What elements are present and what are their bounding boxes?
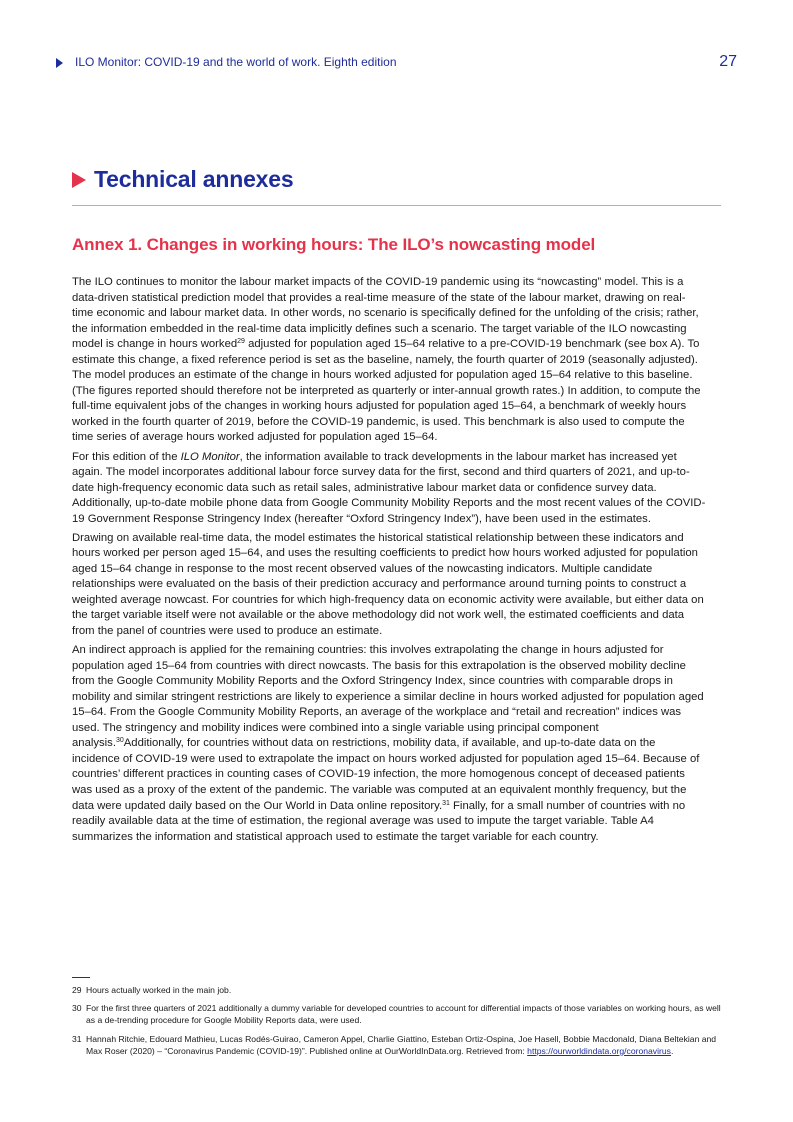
paragraph-text: Finally, for a small number of countries with no readily available data at the time of estimation, the regional average was used to impute the target variable. Table A4 summarizes the information and statistical approach used to estimate the target variable for each country. xyxy=(72,799,686,843)
publication-title: ILO Monitor xyxy=(180,450,240,463)
header-title: ILO Monitor: COVID-19 and the world of work. Eighth edition xyxy=(75,55,397,69)
section-title: Technical annexes xyxy=(94,166,294,192)
footnote-ref: 29 xyxy=(237,338,245,346)
footnote-number: 30 xyxy=(72,1003,82,1014)
paragraph-1 xyxy=(72,275,706,446)
footnote-text: Hours actually worked in the main job. xyxy=(86,985,232,995)
paragraph-text: Additionally, for countries without data on restrictions, mobility data, if available, and up-to-date data on the incidence of COVID-19 were used to extrapolate the impact on hours worked adjusted for population aged 15–64. Because of countries’ different practices in counting cases of COVID-19 infection, the more homogenous concept of deceased patients was used as a proxy of the extent of the pandemic. The variable was computed at an equivalent monthly frequency, but the data were updated daily based on the Our World in Data online repository. xyxy=(72,737,700,812)
footnote-number: 31 xyxy=(72,1033,82,1044)
paragraph-text: adjusted for population aged 15–64 relative to a pre-COVID-19 benchmark (see box A). To estimate this change, a fixed reference period is set as the baseline, namely, the fourth quarter of 2019 (seasonally adjusted). The model produces an estimate of the change in hours worked adjusted for population aged 15–64 relative to this baseline. (The figures reported should therefore not be interpreted as quarterly or inter-annual growth rates.) In addition, to compute the full-time equivalent jobs of the changes in working hours adjusted for population aged 15–64, a benchmark of weekly hours worked in the fourth quarter of 2019, before the COVID-19 pandemic, is used. This benchmark is also used to compute the time series of average hours worked adjusted for population aged 15–64. xyxy=(72,338,701,444)
footnote xyxy=(72,984,722,996)
footnote xyxy=(72,1002,722,1026)
footnote-ref: 30 xyxy=(115,737,124,745)
footnote-divider xyxy=(72,977,90,978)
paragraph-text: The ILO continues to monitor the labour market impacts of the COVID-19 pandemic using its “nowcasting” model. This is a data-driven statistical prediction model that provides a real-time measure of the state of the labour market, drawing on real-time economic and labour market data. In other words, no scenario is specifically defined for the unfolding of the crisis; rather, the information embedded in the real-time data implicitly defines such a scenario. The target variable of the ILO nowcasting model is change in hours worked xyxy=(72,276,699,351)
paragraph-text: , the information available to track developments in the labour market has increased yet again. The model incorporates additional labour force survey data for the first, second and third quarters of 2021, and up-to-date high-frequency economic data such as retail sales, administrative labour market data or confidence survey data. Additionally, up-to-date mobile phone data from Google Community Mobility Reports and the most recent values of the COVID-19 Government Response Stringency Index (hereafter “Oxford Stringency Index”), have been used in the estimates. xyxy=(72,450,706,525)
paragraph-3: Drawing on available real-time data, the model estimates the historical statistical relationship between these indicators and hours worked per person aged 15–64, and uses the resulting coefficients to predict how hours worked adjusted for population aged 15–64 change in response to the most recent observed values of the nowcasting indicators. Multiple candidate relationships were evaluated on the basis of their prediction accuracy and performance around turning points to construct a weighted average nowcast. For countries for which high-frequency data on economic activity were available, but either data on the target variable itself were not available or the above methodology did not work well, the estimated coefficients and data from the panel of countries were used to produce an estimate. xyxy=(72,531,704,638)
triangle-right-icon xyxy=(72,172,86,188)
body-text xyxy=(72,275,706,849)
footnotes xyxy=(72,984,722,1063)
annex-title: Annex 1. Changes in working hours: The ILO’s nowcasting model xyxy=(72,235,596,254)
paragraph-4 xyxy=(72,643,706,845)
footnote-text: . xyxy=(670,1045,674,1056)
footnote-text: Hannah Ritchie, Edouard Mathieu, Lucas Rodés-Guirao, Cameron Appel, Charlie Giattino, Esteban Ortiz-Ospina, Joe Hasell, Bobbie Macdonald, Diana Beltekian and Max Roser (2020) – “Coronavirus Pandemic (COVID-19)”. Published online at OurWorldInData.org. Retrieved from: xyxy=(86,1033,717,1056)
paragraph-text: An indirect approach is applied for the remaining countries: this involves extrapolating the change in hours adjusted for population aged 15–64 from countries with direct nowcasts. The basis for this extrapolation is the observed mobility decline from the Google Community Mobility Reports and the Oxford Stringency Index, since countries with comparable drops in mobility and similar stringent restrictions are likely to experience a similar decline in hours worked adjusted for population aged 15–64. From the Google Community Mobility Reports, an average of the workplace and “retail and recreation” indices was used. The stringency and mobility indices were combined into a single variable using principal component analysis. xyxy=(72,644,704,750)
footnote xyxy=(72,1033,722,1057)
running-header xyxy=(56,54,737,74)
paragraph-2 xyxy=(72,450,706,528)
triangle-right-icon xyxy=(56,58,63,68)
page-number: 27 xyxy=(719,53,737,70)
footnote-number: 29 xyxy=(72,985,82,995)
source-link[interactable]: https://ourworldindata.org/coronavirus xyxy=(527,1045,671,1056)
footnote-ref: 31 xyxy=(442,799,450,807)
paragraph-text: For this edition of the xyxy=(72,450,181,463)
section-divider xyxy=(72,205,721,206)
footnote-text: For the first three quarters of 2021 additionally a dummy variable for developed countries to account for differential impacts of those variables on working hours, as well as a de-trending procedure for Google Mobility Reports data, were used. xyxy=(86,1003,721,1026)
